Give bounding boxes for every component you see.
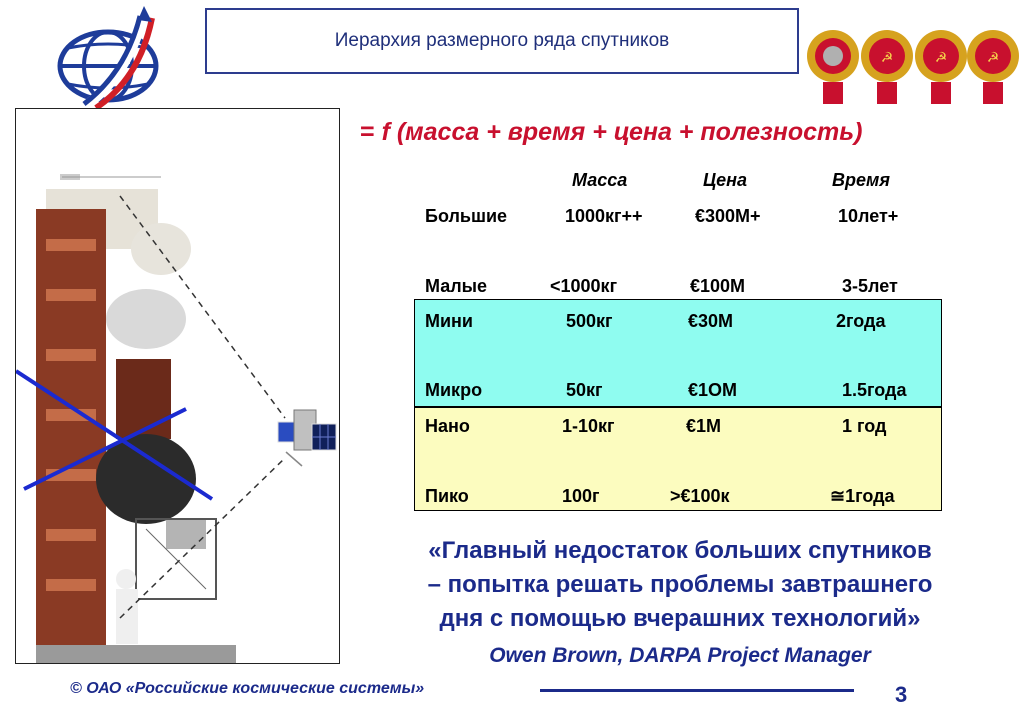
row-time: 2года xyxy=(836,311,886,331)
formula-equals: = xyxy=(360,118,375,146)
row-mass: 50кг xyxy=(566,380,603,400)
formula-expression: f (масса + время + цена + полезность) xyxy=(381,118,863,146)
row-name: Большие xyxy=(425,206,508,226)
row-mass: <1000кг xyxy=(550,276,618,296)
row-name: Микро xyxy=(425,380,483,400)
row-mass: 100г xyxy=(562,486,600,506)
page-title: Иерархия размерного ряда спутников xyxy=(205,8,799,74)
svg-text:☭: ☭ xyxy=(880,50,894,66)
quote-line: – попытка решать проблемы завтрашнего xyxy=(427,571,933,598)
company-logo-icon xyxy=(48,4,180,112)
row-time: 1.5года xyxy=(842,380,907,400)
footer-divider xyxy=(540,689,854,692)
svg-text:☭: ☭ xyxy=(986,50,1000,66)
formula-line xyxy=(360,118,1010,147)
quote-line: дня с помощью вчерашних технологий» xyxy=(439,605,921,632)
large-satellite-icon xyxy=(16,109,340,664)
row-price: €300М+ xyxy=(695,206,761,226)
footer-copyright: © ОАО «Российские космические системы» xyxy=(70,680,425,697)
small-satellite-icon xyxy=(272,400,342,470)
row-price: €1ОМ xyxy=(688,380,738,400)
header-mass: Масса xyxy=(572,170,628,190)
row-price: €30М xyxy=(688,311,734,331)
quote-author: Owen Brown, DARPA Project Manager xyxy=(489,644,871,667)
row-mass: 1-10кг xyxy=(562,416,615,436)
row-name: Малые xyxy=(425,276,488,296)
row-mass: 1000кг++ xyxy=(565,206,643,226)
row-price: €100М xyxy=(690,276,746,296)
row-name: Нано xyxy=(425,416,470,436)
row-price: >€100к xyxy=(670,486,730,506)
row-time: ≅1года xyxy=(830,486,895,506)
header-price: Цена xyxy=(703,170,748,190)
row-name: Мини xyxy=(425,311,473,331)
quote-line: «Главный недостаток больших спутников xyxy=(428,537,932,564)
row-time: 10лет+ xyxy=(838,206,899,226)
soviet-orders-icon xyxy=(803,12,1021,108)
page-number: 3 xyxy=(895,682,908,707)
large-satellite-photo xyxy=(15,108,340,664)
header-time: Время xyxy=(832,170,890,190)
svg-text:☭: ☭ xyxy=(934,50,948,66)
row-time: 1 год xyxy=(842,416,887,436)
row-mass: 500кг xyxy=(566,311,613,331)
row-price: €1М xyxy=(686,416,722,436)
row-name: Пико xyxy=(425,486,469,506)
quote-block xyxy=(340,534,1020,636)
row-time: 3-5лет xyxy=(842,276,898,296)
